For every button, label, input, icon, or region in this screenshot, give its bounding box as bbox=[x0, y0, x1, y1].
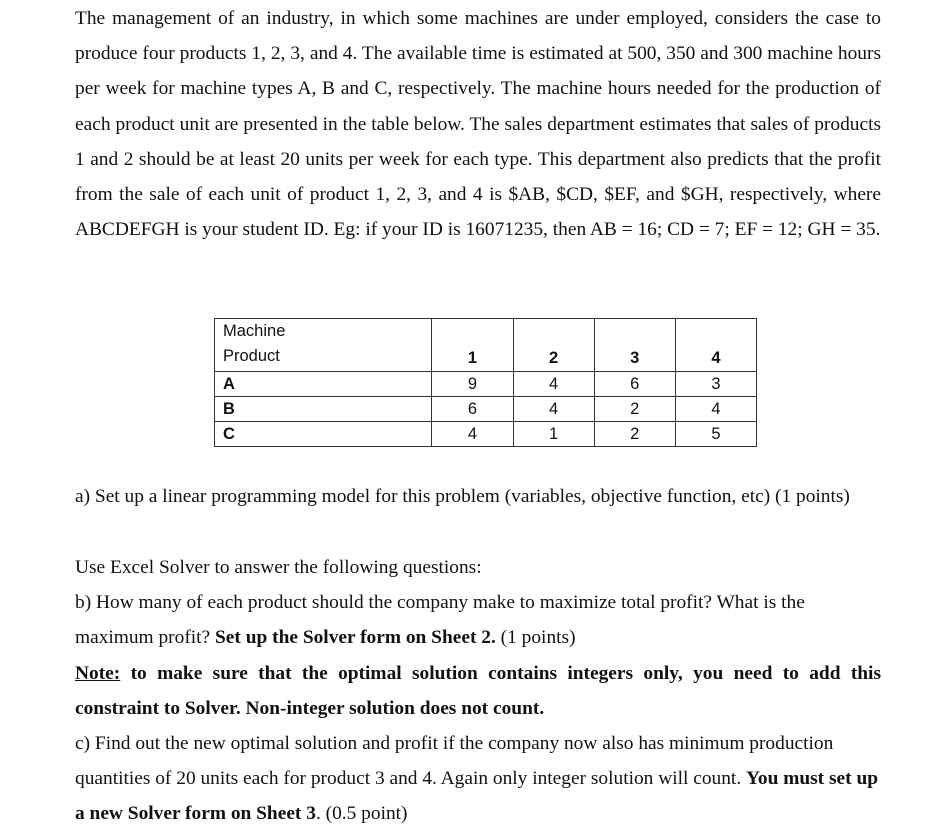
question-b bbox=[75, 585, 881, 655]
question-c-instruction: You must set up a new Solver form on Sheet 3 bbox=[75, 768, 879, 825]
hours-cell: 6 bbox=[594, 372, 675, 397]
solver-instructions: Use Excel Solver to answer the following questions: bbox=[75, 557, 482, 578]
hours-cell: 9 bbox=[432, 372, 513, 397]
product-header-cell: 2 bbox=[513, 319, 594, 372]
table-row bbox=[215, 397, 757, 422]
product-header-cell: 1 bbox=[432, 319, 513, 372]
question-c bbox=[75, 726, 881, 832]
hours-cell: 1 bbox=[513, 422, 594, 447]
product-header-label: Product bbox=[223, 347, 280, 365]
problem-description: The management of an industry, in which some machines are under employed, considers the case to produce four products 1, 2, 3, and 4. The available time is estimated at 500, 350 and 300 machine hours per week for machine types A, B and C, respectively. The machine hours needed for the production of each product unit are presented in the table below. The sales department estimates that sales of products 1 and 2 should be at least 20 units per week for each type. This department also predicts that the profit from the sale of each unit of product 1, 2, 3, and 4 is $AB, $CD, $EF, and $GH, respectively, where ABCDEFGH is your student ID. Eg: if your ID is 16071235, then AB = 16; CD = 7; EF = 12; GH = 35. bbox=[75, 8, 881, 241]
note-text: to make sure that the optimal solution contains integers only, you need to add this constraint to Solver. Non-integer solution does not count. bbox=[75, 663, 881, 720]
hours-cell: 4 bbox=[513, 397, 594, 422]
question-a: a) Set up a linear programming model for this problem (variables, objective function, etc) (1 points) bbox=[75, 486, 850, 507]
table-header-row bbox=[215, 319, 757, 372]
machine-header-label: Machine bbox=[223, 322, 286, 340]
table-row bbox=[215, 422, 757, 447]
table-row bbox=[215, 372, 757, 397]
hours-cell: 5 bbox=[675, 422, 756, 447]
question-b-points: (1 points) bbox=[495, 627, 576, 649]
machine-label-cell: C bbox=[215, 422, 432, 447]
integer-constraint-note bbox=[75, 656, 881, 726]
machine-label-cell: A bbox=[215, 372, 432, 397]
machine-label-cell: B bbox=[215, 397, 432, 422]
hours-cell: 4 bbox=[513, 372, 594, 397]
note-label: Note: bbox=[75, 663, 121, 684]
hours-cell: 4 bbox=[675, 397, 756, 422]
question-c-points: . (0.5 point) bbox=[315, 803, 408, 825]
question-c-text: c) Find out the new optimal solution and profit if the company now also has minimum production quantities of 20 units each for product 3 and 4. Again only integer solution will count. bbox=[75, 733, 834, 790]
hours-cell: 2 bbox=[594, 397, 675, 422]
table-corner-header bbox=[215, 319, 432, 372]
hours-cell: 6 bbox=[432, 397, 513, 422]
machine-hours-table bbox=[214, 318, 757, 447]
question-b-instruction: Set up the Solver form on Sheet 2. bbox=[215, 627, 496, 649]
hours-cell: 2 bbox=[594, 422, 675, 447]
question-b-text: b) How many of each product should the company make to maximize total profit? What is the maximum profit? bbox=[75, 592, 805, 649]
hours-cell: 4 bbox=[432, 422, 513, 447]
product-header-cell: 4 bbox=[675, 319, 756, 372]
hours-cell: 3 bbox=[675, 372, 756, 397]
product-header-cell: 3 bbox=[594, 319, 675, 372]
